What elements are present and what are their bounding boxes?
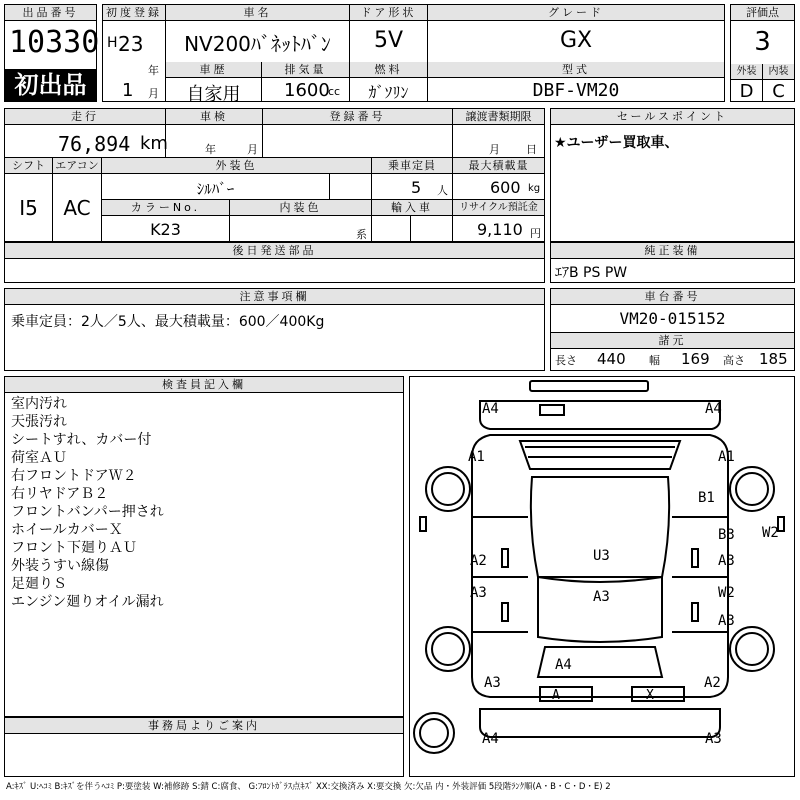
insp-month-unit: 月: [247, 143, 258, 156]
capacity: 5: [411, 178, 422, 197]
list-item: 外装うすい線傷: [11, 558, 109, 574]
shift: I5: [19, 196, 38, 220]
color-no-label: カラーNo.: [102, 200, 229, 216]
later-parts-label: 後日発送部品: [5, 243, 544, 259]
grade: GX: [559, 28, 593, 53]
list-item: シートすれ、カバー付: [11, 432, 152, 448]
damage-mark: A: [552, 688, 560, 703]
inspector-notes-list: [5, 395, 403, 611]
recycle-label: リサイクル預託金: [453, 200, 544, 216]
damage-mark: A3: [484, 675, 501, 691]
chassis-number: VM20-015152: [619, 309, 726, 328]
car-history: 自家用: [186, 84, 241, 105]
car-name: NV200ﾊﾞﾈｯﾄﾊﾞﾝ: [184, 32, 331, 56]
recycle: 9,110: [477, 220, 523, 239]
list-item: 荷室ＡＵ: [11, 450, 67, 466]
damage-mark: A4: [555, 657, 572, 673]
damage-mark: W2: [762, 525, 779, 541]
recycle-unit: 円: [530, 227, 541, 240]
model-label: 型式: [428, 62, 724, 78]
exterior-grade: D: [739, 81, 754, 102]
grade-label: グレード: [428, 5, 724, 21]
year-unit: 年: [148, 64, 159, 77]
model: DBF-VM20: [532, 80, 620, 101]
int-color-suffix: 系: [356, 228, 367, 241]
first-reg-year: 23: [118, 32, 144, 56]
exterior-label: 外装: [731, 64, 762, 80]
interior-grade: C: [772, 81, 785, 102]
transfer-month-unit: 月: [489, 143, 500, 156]
length-label: 長さ: [555, 354, 577, 367]
max-load-label: 最大積載量: [453, 158, 544, 174]
displacement-unit: cc: [328, 85, 341, 98]
insp-year-unit: 年: [205, 143, 216, 156]
damage-mark: B1: [698, 490, 715, 506]
office-box: [4, 717, 404, 777]
notes-box: [4, 288, 545, 371]
capacity-unit: 人: [437, 184, 448, 197]
displacement: 1600: [284, 80, 330, 101]
inspection-label: 車検: [166, 109, 262, 125]
reg-no-label: 登録番号: [263, 109, 452, 125]
aircon-label: エアコン: [53, 158, 101, 174]
damage-mark: A4: [705, 401, 722, 417]
equipment-box: [550, 242, 795, 283]
damage-mark: A3: [470, 585, 487, 601]
list-item: 右フロントドアＷ２: [11, 468, 137, 484]
int-color-label: 内装色: [230, 200, 371, 216]
list-item: 足廻りＳ: [11, 576, 67, 592]
chassis-box: [550, 288, 795, 371]
sales-point-label: セールスポイント: [551, 109, 794, 125]
door-label: ドア形状: [350, 5, 427, 21]
damage-mark: A2: [470, 553, 487, 569]
capacity-label: 乗車定員: [372, 158, 452, 174]
max-load: 600: [490, 178, 521, 197]
first-reg-month: 1: [122, 80, 134, 101]
vehicle-info-box: [4, 108, 545, 242]
score: 3: [754, 27, 771, 57]
damage-mark: A1: [468, 449, 485, 465]
equipment: ｴｱB PS PW: [555, 265, 628, 281]
color-no: K23: [150, 220, 181, 239]
car-diagram: [410, 377, 794, 776]
damage-mark: A3: [593, 589, 610, 605]
length: 440: [597, 350, 626, 368]
list-item: ホイールカバーＸ: [11, 522, 123, 538]
first-listing-badge: 初出品: [5, 69, 96, 101]
list-item: 右リヤドアＢ２: [11, 486, 109, 502]
transfer-day-unit: 日: [526, 143, 537, 156]
list-item: 室内汚れ: [11, 396, 67, 412]
chassis-label: 車台番号: [551, 289, 794, 305]
notes-label: 注意事項欄: [5, 289, 544, 305]
inspector-label: 検査員記入欄: [5, 377, 403, 393]
mileage-label: 走行: [5, 109, 165, 125]
lot-label: 出品番号: [5, 5, 96, 21]
ext-color: ｼﾙﾊﾞｰ: [196, 180, 235, 198]
dims-label: 諸元: [551, 333, 794, 349]
damage-mark: B3: [718, 527, 735, 543]
damage-mark: A2: [704, 675, 721, 691]
first-reg-label: 初度登録: [103, 5, 165, 21]
office-label: 事務局よりご案内: [5, 718, 403, 734]
fuel: ｶﾞｿﾘﾝ: [368, 83, 409, 102]
score-box: [730, 4, 795, 102]
damage-mark: A3: [705, 731, 722, 747]
sales-point: ★ユーザー買取車、: [554, 135, 679, 151]
era: H: [107, 35, 118, 51]
notes: 乗車定員：2人／5人、最大積載量：600／400Kg: [11, 314, 325, 330]
door-type: 5V: [373, 28, 404, 53]
damage-mark: W2: [718, 585, 735, 601]
score-label: 評価点: [731, 5, 794, 21]
damage-mark: A1: [718, 449, 735, 465]
damage-mark: U3: [593, 548, 610, 564]
max-load-unit: kg: [528, 183, 541, 194]
month-unit: 月: [148, 87, 159, 100]
height-label: 高さ: [723, 354, 745, 367]
displacement-label: 排気量: [262, 62, 349, 78]
damage-mark: A3: [718, 553, 735, 569]
sales-point-box: [550, 108, 795, 242]
interior-label: 内装: [763, 64, 794, 80]
import-label: 輸入車: [372, 200, 452, 216]
mileage-unit: km: [140, 133, 168, 154]
equipment-label: 純正装備: [551, 243, 794, 259]
list-item: フロントバンパー押され: [11, 504, 164, 520]
history-label: 車歴: [166, 62, 261, 78]
damage-mark: X: [646, 688, 654, 703]
car-name-label: 車名: [166, 5, 349, 21]
transfer-label: 譲渡書類期限: [453, 109, 544, 125]
aircon: AC: [63, 196, 91, 220]
inspector-box: [4, 376, 404, 717]
damage-mark: A3: [718, 613, 735, 629]
mileage: 76,894: [58, 132, 131, 156]
ext-color-label: 外装色: [102, 158, 371, 174]
fuel-label: 燃料: [350, 62, 427, 78]
damage-diagram: [409, 376, 795, 777]
later-parts-box: [4, 242, 545, 283]
damage-mark: A4: [482, 401, 499, 417]
height: 185: [759, 350, 788, 368]
legend: A:ｷｽﾞ U:ﾍｺﾐ B:ｷｽﾞを伴うﾍｺﾐ P:要塗装 W:補修跡 S:錆 C:腐食、 G:ﾌﾛﾝﾄｶﾞﾗｽ点ｷｽﾞ XX:交換済み X:要交換 欠:欠品 内・外装評価 5段階ﾗﾝｸ順(A・B・C・D・E) 2: [6, 782, 611, 792]
width: 169: [681, 350, 710, 368]
lot-number: 10330: [9, 25, 100, 60]
width-label: 幅: [649, 354, 660, 367]
damage-mark: A4: [482, 731, 499, 747]
shift-label: シフト: [5, 158, 52, 174]
lot-box: [4, 4, 100, 102]
list-item: 天張汚れ: [11, 414, 67, 430]
list-item: エンジン廻りオイル漏れ: [11, 594, 164, 610]
list-item: フロント下廻りＡＵ: [11, 540, 137, 556]
